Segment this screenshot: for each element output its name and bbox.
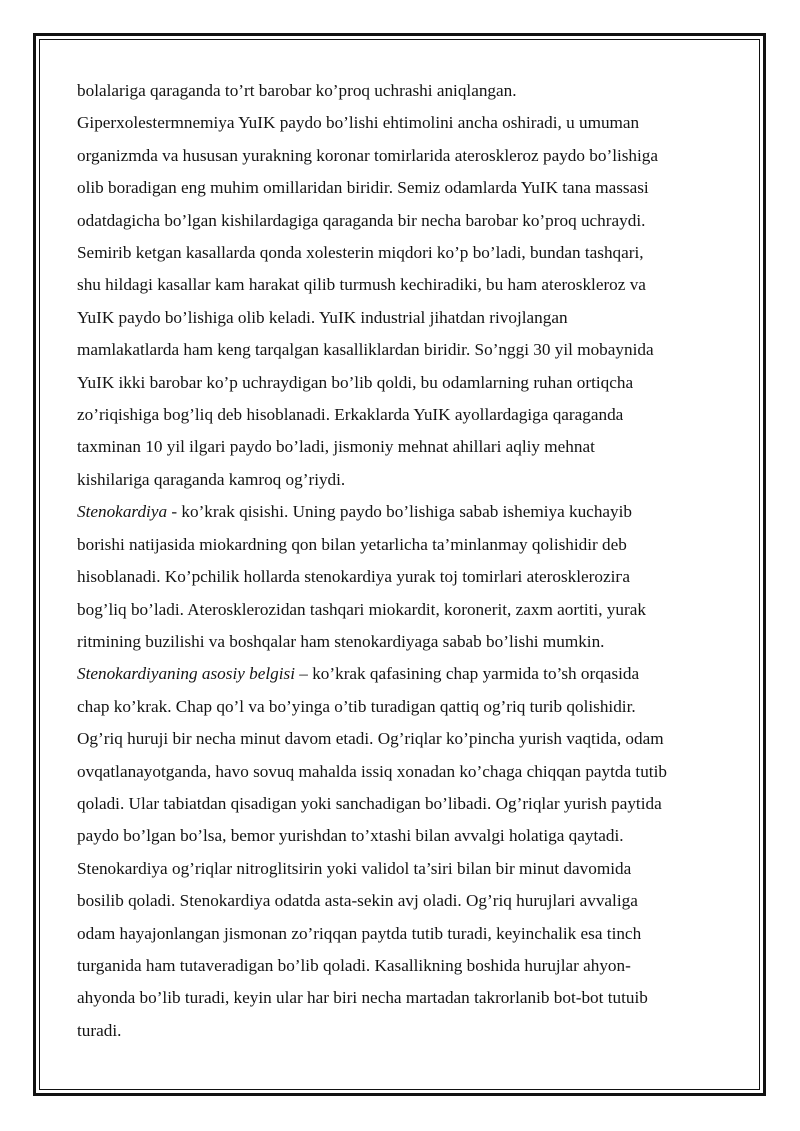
- text-line: kishilariga qaraganda kamroq og’riydi.: [77, 469, 346, 489]
- text-line: bog’liq bo’ladi. Aterosklerozidan tashqari miokardit, koronerit, zaxm aortiti, yurak: [77, 599, 646, 619]
- text-line: bosilib qoladi. Stenokardiya odatda asta-sekin avj oladi. Og’riq hurujlari avvaliga: [77, 891, 638, 911]
- paragraph-stenokardiya: [77, 496, 725, 658]
- text-fragment: - ko’krak qisishi. Uning paydo bo’lishiga sabab ishemiya kuchayib: [167, 502, 632, 522]
- text-fragment: – ko’krak qafasining chap yarmida to’sh orqasida: [295, 664, 640, 684]
- paragraph-1: [77, 75, 725, 107]
- text-line: odatdagicha bo’lgan kishilardagiga qaraganda bir necha barobar ko’proq uchraydi.: [77, 210, 646, 230]
- text-line: olib boradigan eng muhim omillaridan biridir. Semiz odamlarda YuIK tana massasi: [77, 178, 649, 198]
- text-line: Semirib ketgan kasallarda qonda xolesterin miqdori ko’p bo’ladi, bundan tashqari,: [77, 243, 644, 263]
- text-line: ahyonda bo’lib turadi, keyin ular har biri necha martadan takrorlanib bot-bot tutuib: [77, 988, 648, 1008]
- text-line: Giperxolestermnemiya YuIK paydo bo’lishi ehtimolini ancha oshiradi, u umuman: [77, 113, 640, 133]
- text-line: turadi.: [77, 1020, 122, 1040]
- text-line: chap ko’krak. Chap qo’l va bo’yinga o’tib turadigan qattiq og’riq turib qolishidir.: [77, 696, 636, 716]
- text-line: shu hildagi kasallar kam harakat qilib turmush kechiradiki, bu ham ateroskleroz va: [77, 275, 646, 295]
- paragraph-2: [77, 107, 725, 496]
- term-italic: Stenokardiyaning asosiy belgisi: [77, 664, 295, 684]
- text-line: organizmda va hususan yurakning koronar tomirlarida ateroskleroz paydo bo’lishiga: [77, 145, 659, 165]
- text-line: Stenokardiya og’riqlar nitroglitsirin yoki validol ta’siri bilan bir minut davomida: [77, 858, 632, 878]
- document-body: [77, 75, 725, 1047]
- text-line: odam hayajonlangan jismonan zo’riqqan paytda tutib turadi, keyinchalik esa tinch: [77, 923, 642, 943]
- text-line: mamlakatlarda ham keng tarqalgan kasalliklardan biridir. So’nggi 30 yil mobaynida: [77, 340, 654, 360]
- term-italic: Stenokardiya: [77, 502, 168, 522]
- text-line: turganida ham tutaveradigan bo’lib qoladi. Kasallikning boshida hurujlar ahyon-: [77, 955, 631, 975]
- text-line: bolalariga qaraganda to’rt barobar ko’proq uchrashi aniqlangan.: [77, 81, 517, 100]
- text-line: YuIK ikki barobar ko’p uchraydigan bo’lib qoldi, bu odamlarning ruhan ortiqcha: [77, 372, 634, 392]
- text-line: [77, 658, 725, 690]
- text-line: qoladi. Ular tabiatdan qisadigan yoki sanchadigan bo’libadi. Og’riqlar yurish paytida: [77, 793, 662, 813]
- text-line: paydo bo’lgan bo’lsa, bemor yurishdan to’xtashi bilan avvalgi holatiga qaytadi.: [77, 826, 624, 846]
- text-line: zo’riqishiga bog’liq deb hisoblanadi. Erkaklarda YuIK ayollardagiga qaraganda: [77, 405, 624, 425]
- text-line: borishi natijasida miokardning qon bilan yetarlicha ta’minlanmay qolishidir deb: [77, 534, 627, 554]
- text-line: ritmining buzilishi va boshqalar ham stenokardiyaga sabab bo’lishi mumkin.: [77, 631, 605, 651]
- text-line: taxminan 10 yil ilgari paydo bo’ladi, jismoniy mehnat ahillari aqliy mehnat: [77, 437, 595, 457]
- paragraph-asosiy-belgisi: [77, 658, 725, 1047]
- text-line: YuIK paydo bo’lishiga olib keladi. YuIK industrial jihatdan rivojlangan: [77, 307, 568, 327]
- text-line: Og’riq huruji bir necha minut davom etadi. Og’riqlar ko’pincha yurish vaqtida, odam: [77, 729, 664, 749]
- text-line: ovqatlanayotganda, havo sovuq mahalda issiq xonadan ko’chaga chiqqan paytda tutib: [77, 761, 667, 781]
- text-line: hisoblanadi. Ko’pchilik hollarda stenokardiya yurak toj tomirlari ateroskleroziгa: [77, 567, 631, 587]
- text-line: [77, 496, 725, 528]
